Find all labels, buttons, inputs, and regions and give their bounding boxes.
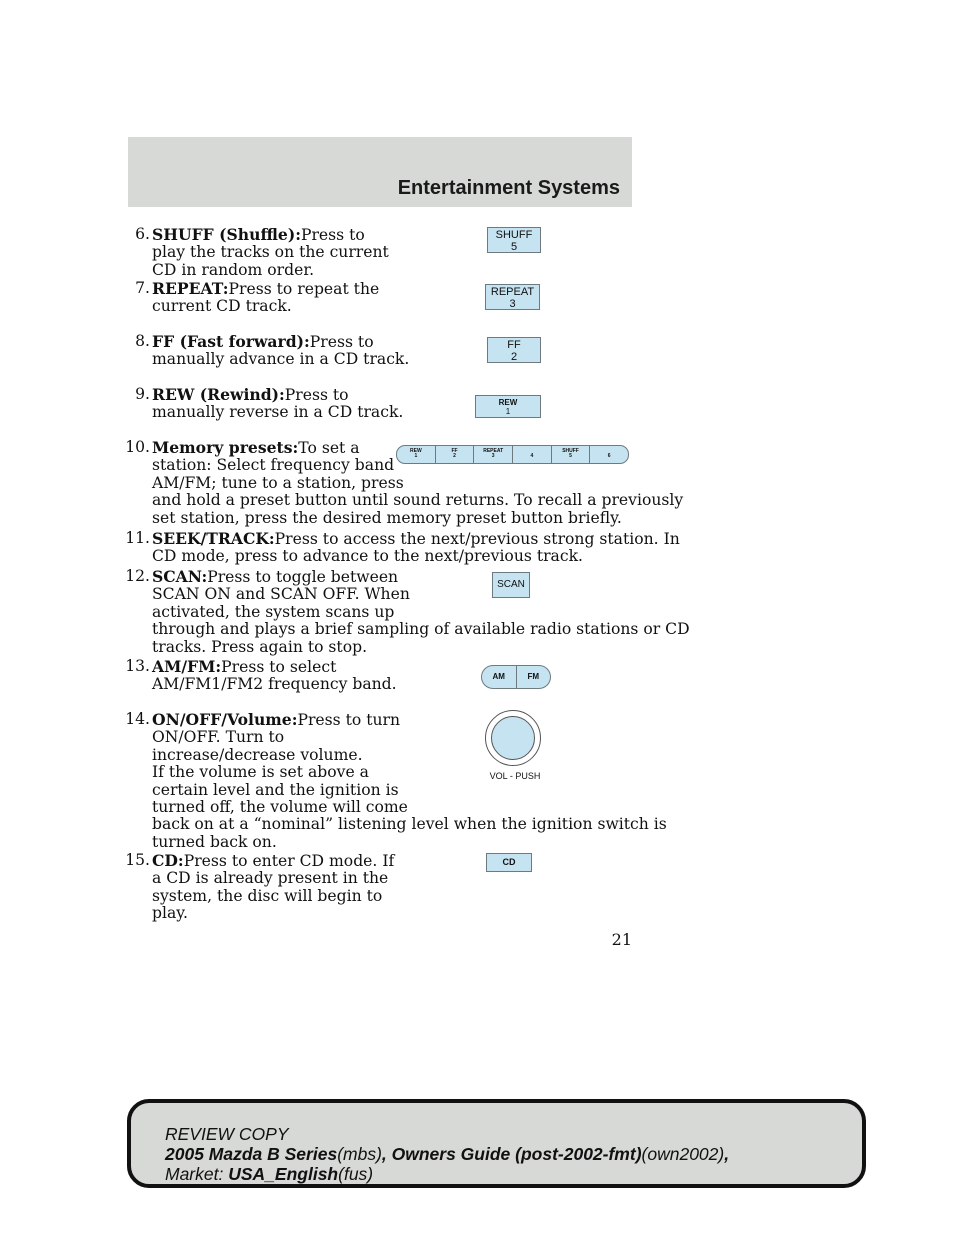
list-item: 12. SCAN:Press to toggle between SCAN ON and SCAN OFF. When activated, the system scans up through and plays a brief sampling of available radio stations or CD tracks. Press again to stop. bbox=[125, 567, 690, 656]
preset-segment: REW 1 bbox=[397, 446, 436, 463]
list-item: 13. AM/FM:Press to select AM/FM1/FM2 frequency band. bbox=[125, 657, 397, 694]
rew-button-illustration: REW 1 bbox=[475, 395, 541, 418]
preset-segment: SHUFF 5 bbox=[552, 446, 591, 463]
preset-segment: REPEAT 3 bbox=[474, 446, 513, 463]
ff-button-illustration: FF 2 bbox=[487, 337, 541, 363]
list-item: 9. REW (Rewind):Press to manually reverse in a CD track. bbox=[135, 385, 404, 422]
volume-knob-label: VOL - PUSH bbox=[489, 771, 541, 781]
scan-button-illustration: SCAN bbox=[492, 572, 530, 598]
list-item: 10. Memory presets:To set a station: Select frequency band AM/FM; tune to a station, press and hold a preset button until sound returns. To recall a previously set station, press the desired memory preset button briefly. bbox=[125, 438, 684, 527]
list-item: 7. REPEAT:Press to repeat the current CD track. bbox=[135, 279, 380, 316]
volume-knob-illustration bbox=[485, 710, 541, 766]
section-header-band bbox=[128, 137, 632, 207]
memory-preset-strip-illustration bbox=[396, 445, 629, 464]
list-item: 11. SEEK/TRACK:Press to access the next/previous strong station. In CD mode, press to advance to the next/previous track. bbox=[125, 529, 680, 566]
list-item: 6. SHUFF (Shuffle):Press to play the tracks on the current CD in random order. bbox=[135, 225, 389, 279]
preset-segment: 4 bbox=[513, 446, 552, 463]
cd-button-illustration: CD bbox=[486, 853, 532, 872]
list-item: 15. CD:Press to enter CD mode. If a CD is already present in the system, the disc will begin to play. bbox=[125, 851, 395, 923]
preset-segment: FF 2 bbox=[436, 446, 475, 463]
am-fm-button-illustration: AM FM bbox=[481, 665, 551, 689]
shuff-button-illustration: SHUFF 5 bbox=[487, 227, 541, 253]
section-title: Entertainment Systems bbox=[397, 177, 620, 199]
footer-text: REVIEW COPY 2005 Mazda B Series(mbs), Owners Guide (post-2002-fmt)(own2002), Market: USA_English(fus) bbox=[165, 1124, 730, 1184]
list-item: 14. ON/OFF/Volume:Press to turn ON/OFF. Turn to increase/decrease volume. If the volume is set above a certain level and the ignition is turned off, the volume will come back on at a “nominal” listening level when the ignition switch is turned back on. bbox=[125, 710, 667, 851]
page-number: 21 bbox=[611, 930, 632, 949]
preset-segment: 6 bbox=[607, 453, 611, 459]
list-item: 8. FF (Fast forward):Press to manually advance in a CD track. bbox=[135, 332, 410, 369]
repeat-button-illustration: REPEAT 3 bbox=[485, 284, 540, 310]
